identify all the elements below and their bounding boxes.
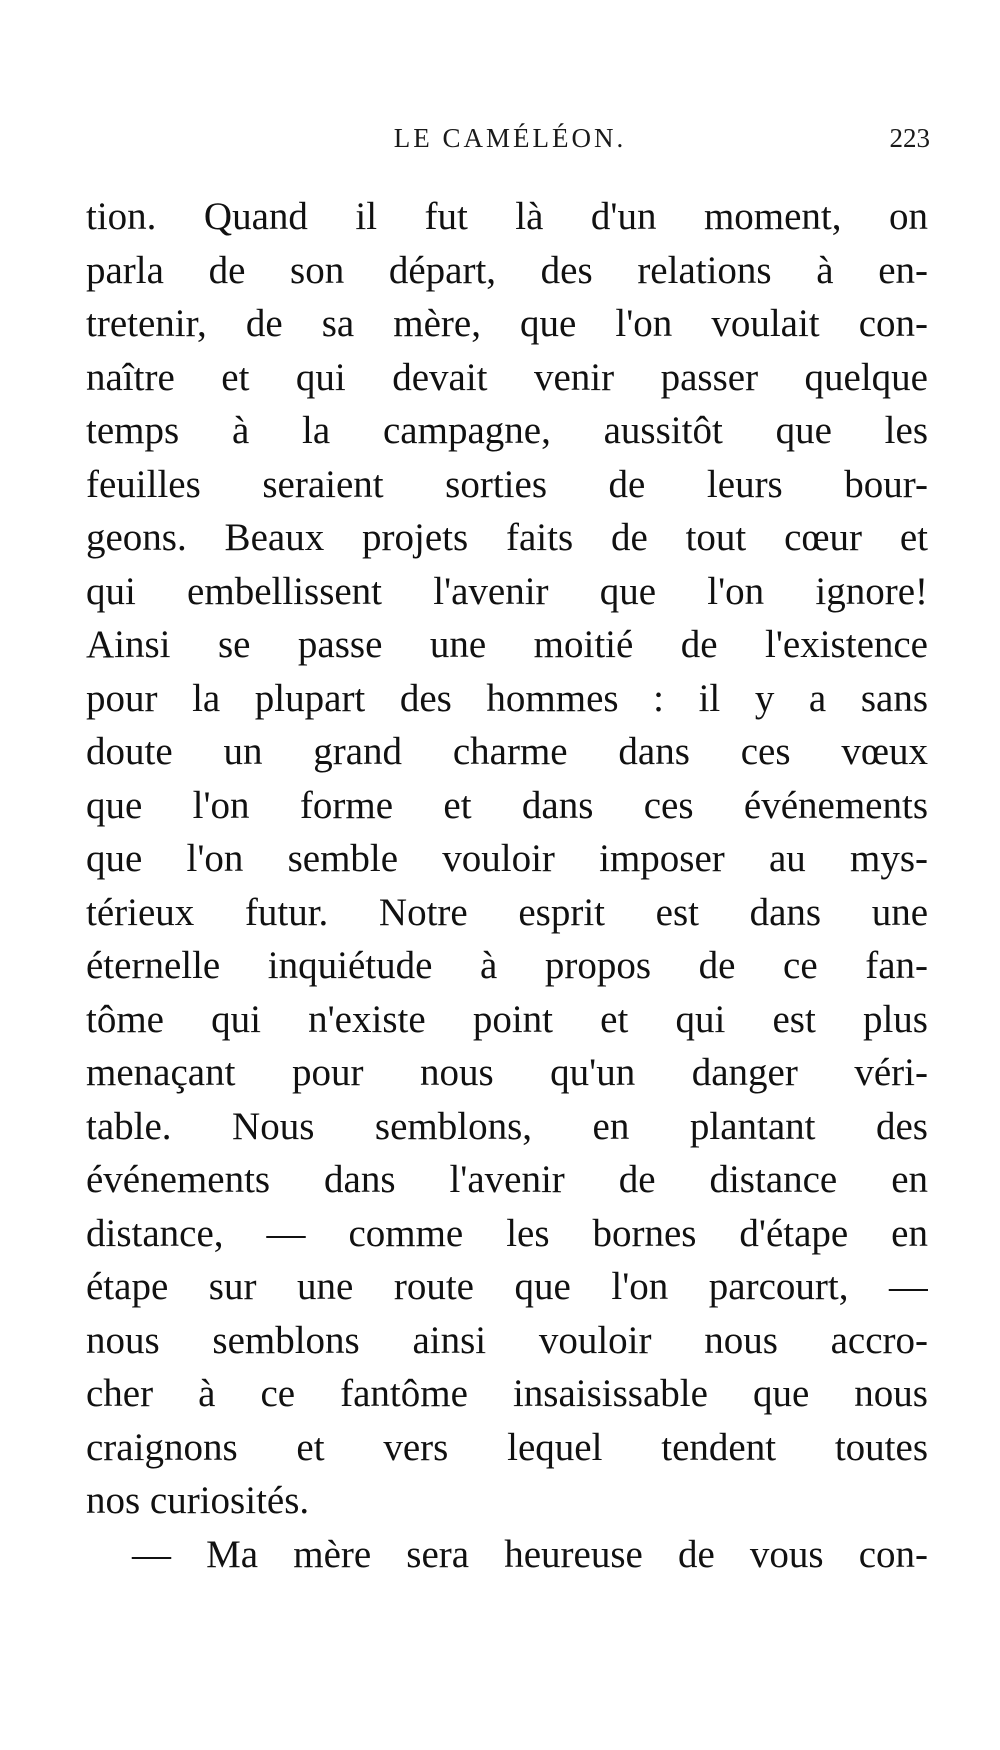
- text-line: nos curiosités.: [86, 1479, 310, 1522]
- text-line: éternelle inquiétude à propos de ce fan-: [86, 944, 928, 987]
- text-line: tretenir, de sa mère, que l'on voulait con-: [86, 302, 928, 345]
- text-line: événements dans l'avenir de distance en: [86, 1158, 928, 1201]
- text-line: cher à ce fantôme insaisissable que nous: [86, 1372, 928, 1415]
- text-line: feuilles seraient sorties de leurs bour-: [86, 462, 928, 506]
- text-line: temps à la campagne, aussitôt que les: [86, 409, 928, 452]
- text-line: que l'on semble vouloir imposer au mys-: [86, 837, 928, 880]
- paragraph-2: [86, 1528, 928, 1582]
- text-line: pour la plupart des hommes : il y a sans: [86, 676, 928, 720]
- paragraph-1: [86, 190, 928, 1528]
- running-head: [0, 118, 1000, 158]
- text-line: distance, — comme les bornes d'étape en: [86, 1211, 928, 1255]
- text-line: naître et qui devait venir passer quelque: [86, 355, 928, 399]
- text-line: tion. Quand il fut là d'un moment, on: [86, 195, 928, 238]
- page-number: 223: [889, 123, 930, 153]
- text-line: étape sur une route que l'on parcourt, —: [86, 1265, 928, 1308]
- text-line: nous semblons ainsi vouloir nous accro-: [86, 1318, 928, 1362]
- text-line: térieux futur. Notre esprit est dans une: [86, 890, 928, 934]
- running-title: LE CAMÉLÉON.: [393, 123, 627, 153]
- text-line: parla de son départ, des relations à en-: [86, 248, 928, 292]
- text-line: craignons et vers lequel tendent toutes: [86, 1425, 928, 1469]
- text-line: qui embellissent l'avenir que l'on ignore!: [86, 569, 928, 613]
- text-line: — Ma mère sera heureuse de vous con-: [132, 1532, 928, 1576]
- text-line: table. Nous semblons, en plantant des: [86, 1104, 928, 1148]
- text-line: menaçant pour nous qu'un danger véri-: [86, 1051, 928, 1094]
- text-line: que l'on forme et dans ces événements: [86, 783, 928, 827]
- text-line: tôme qui n'existe point et qui est plus: [86, 997, 928, 1041]
- text-body: [86, 190, 928, 1581]
- text-line: doute un grand charme dans ces vœux: [86, 730, 928, 773]
- text-line: Ainsi se passe une moitié de l'existence: [86, 623, 928, 666]
- text-line: geons. Beaux projets faits de tout cœur et: [86, 516, 928, 559]
